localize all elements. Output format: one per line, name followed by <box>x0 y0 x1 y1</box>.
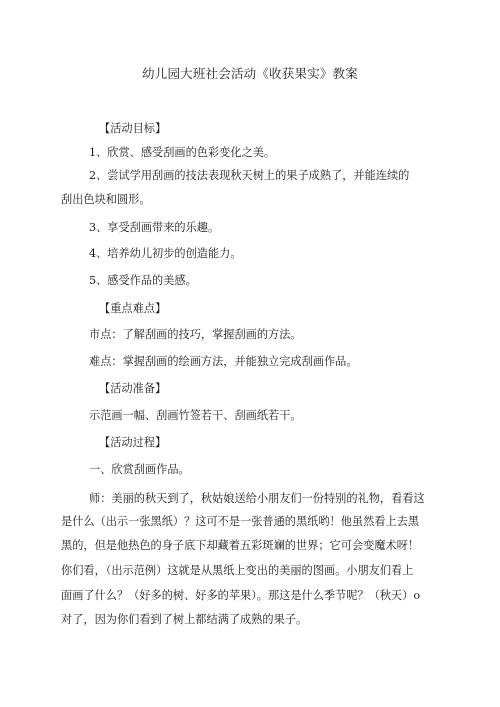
preparation-line: 示范画一幅、刮画竹签若干、刮画纸若干。 <box>89 409 302 422</box>
difficulty-line: 难点：掌握刮画的绘画方法，并能独立完成刮画作品。 <box>89 355 358 368</box>
goal-item-2-continued: 刮出色块和圆形。 <box>61 193 151 206</box>
paragraph-line-1: 师：美丽的秋天到了，秋姑娘送给小朋友们一份特别的礼物，看看这 <box>89 492 425 505</box>
paragraph-line-4: 你们看，（出示范例）这就是从黑纸上变出的美丽的图画。小朋友们看上 <box>61 564 414 577</box>
document-title: 幼儿园大班社会活动《收获果实》教案 <box>142 66 358 81</box>
paragraph-line-5: 面画了什么？（好多的树、好多的苹果）。那这是什么季节呢？（秋天）o <box>61 589 421 602</box>
key-point-line: 市点：了解刮画的技巧，掌握刮画的方法。 <box>89 328 302 341</box>
section-heading-goals: 【活动目标】 <box>99 122 167 135</box>
goal-item-4: 4、培养幼儿初步的创造能力。 <box>89 247 242 260</box>
paragraph-line-2: 是什么（出示一张黑纸）？这可不是一张普通的黑纸哟！他虽然看上去黑 <box>61 515 420 528</box>
goal-item-1: 1、欣赏、感受刮画的色彩变化之美。 <box>89 146 276 159</box>
paragraph-line-3: 黑的，但是他热色的身子底下却藏着五彩斑斓的世界；它可会变魔术呀！ <box>61 539 420 552</box>
goal-item-5: 5、感受作品的美感。 <box>89 274 197 287</box>
section-heading-preparation: 【活动准备】 <box>99 382 167 395</box>
section-heading-key-points: 【重点难点】 <box>99 302 167 315</box>
process-step-1: 一、欣赏刮画作品。 <box>89 463 190 476</box>
goal-item-2: 2、尝试学用刮画的技法表现秋天树上的果子成熟了，并能连续的 <box>89 169 410 182</box>
section-heading-process: 【活动过程】 <box>99 436 167 449</box>
paragraph-line-6: 对了，因为你们看到了树上都结满了成熟的果子。 <box>61 613 308 626</box>
goal-item-3: 3、享受刮画带来的乐趣。 <box>89 221 220 234</box>
